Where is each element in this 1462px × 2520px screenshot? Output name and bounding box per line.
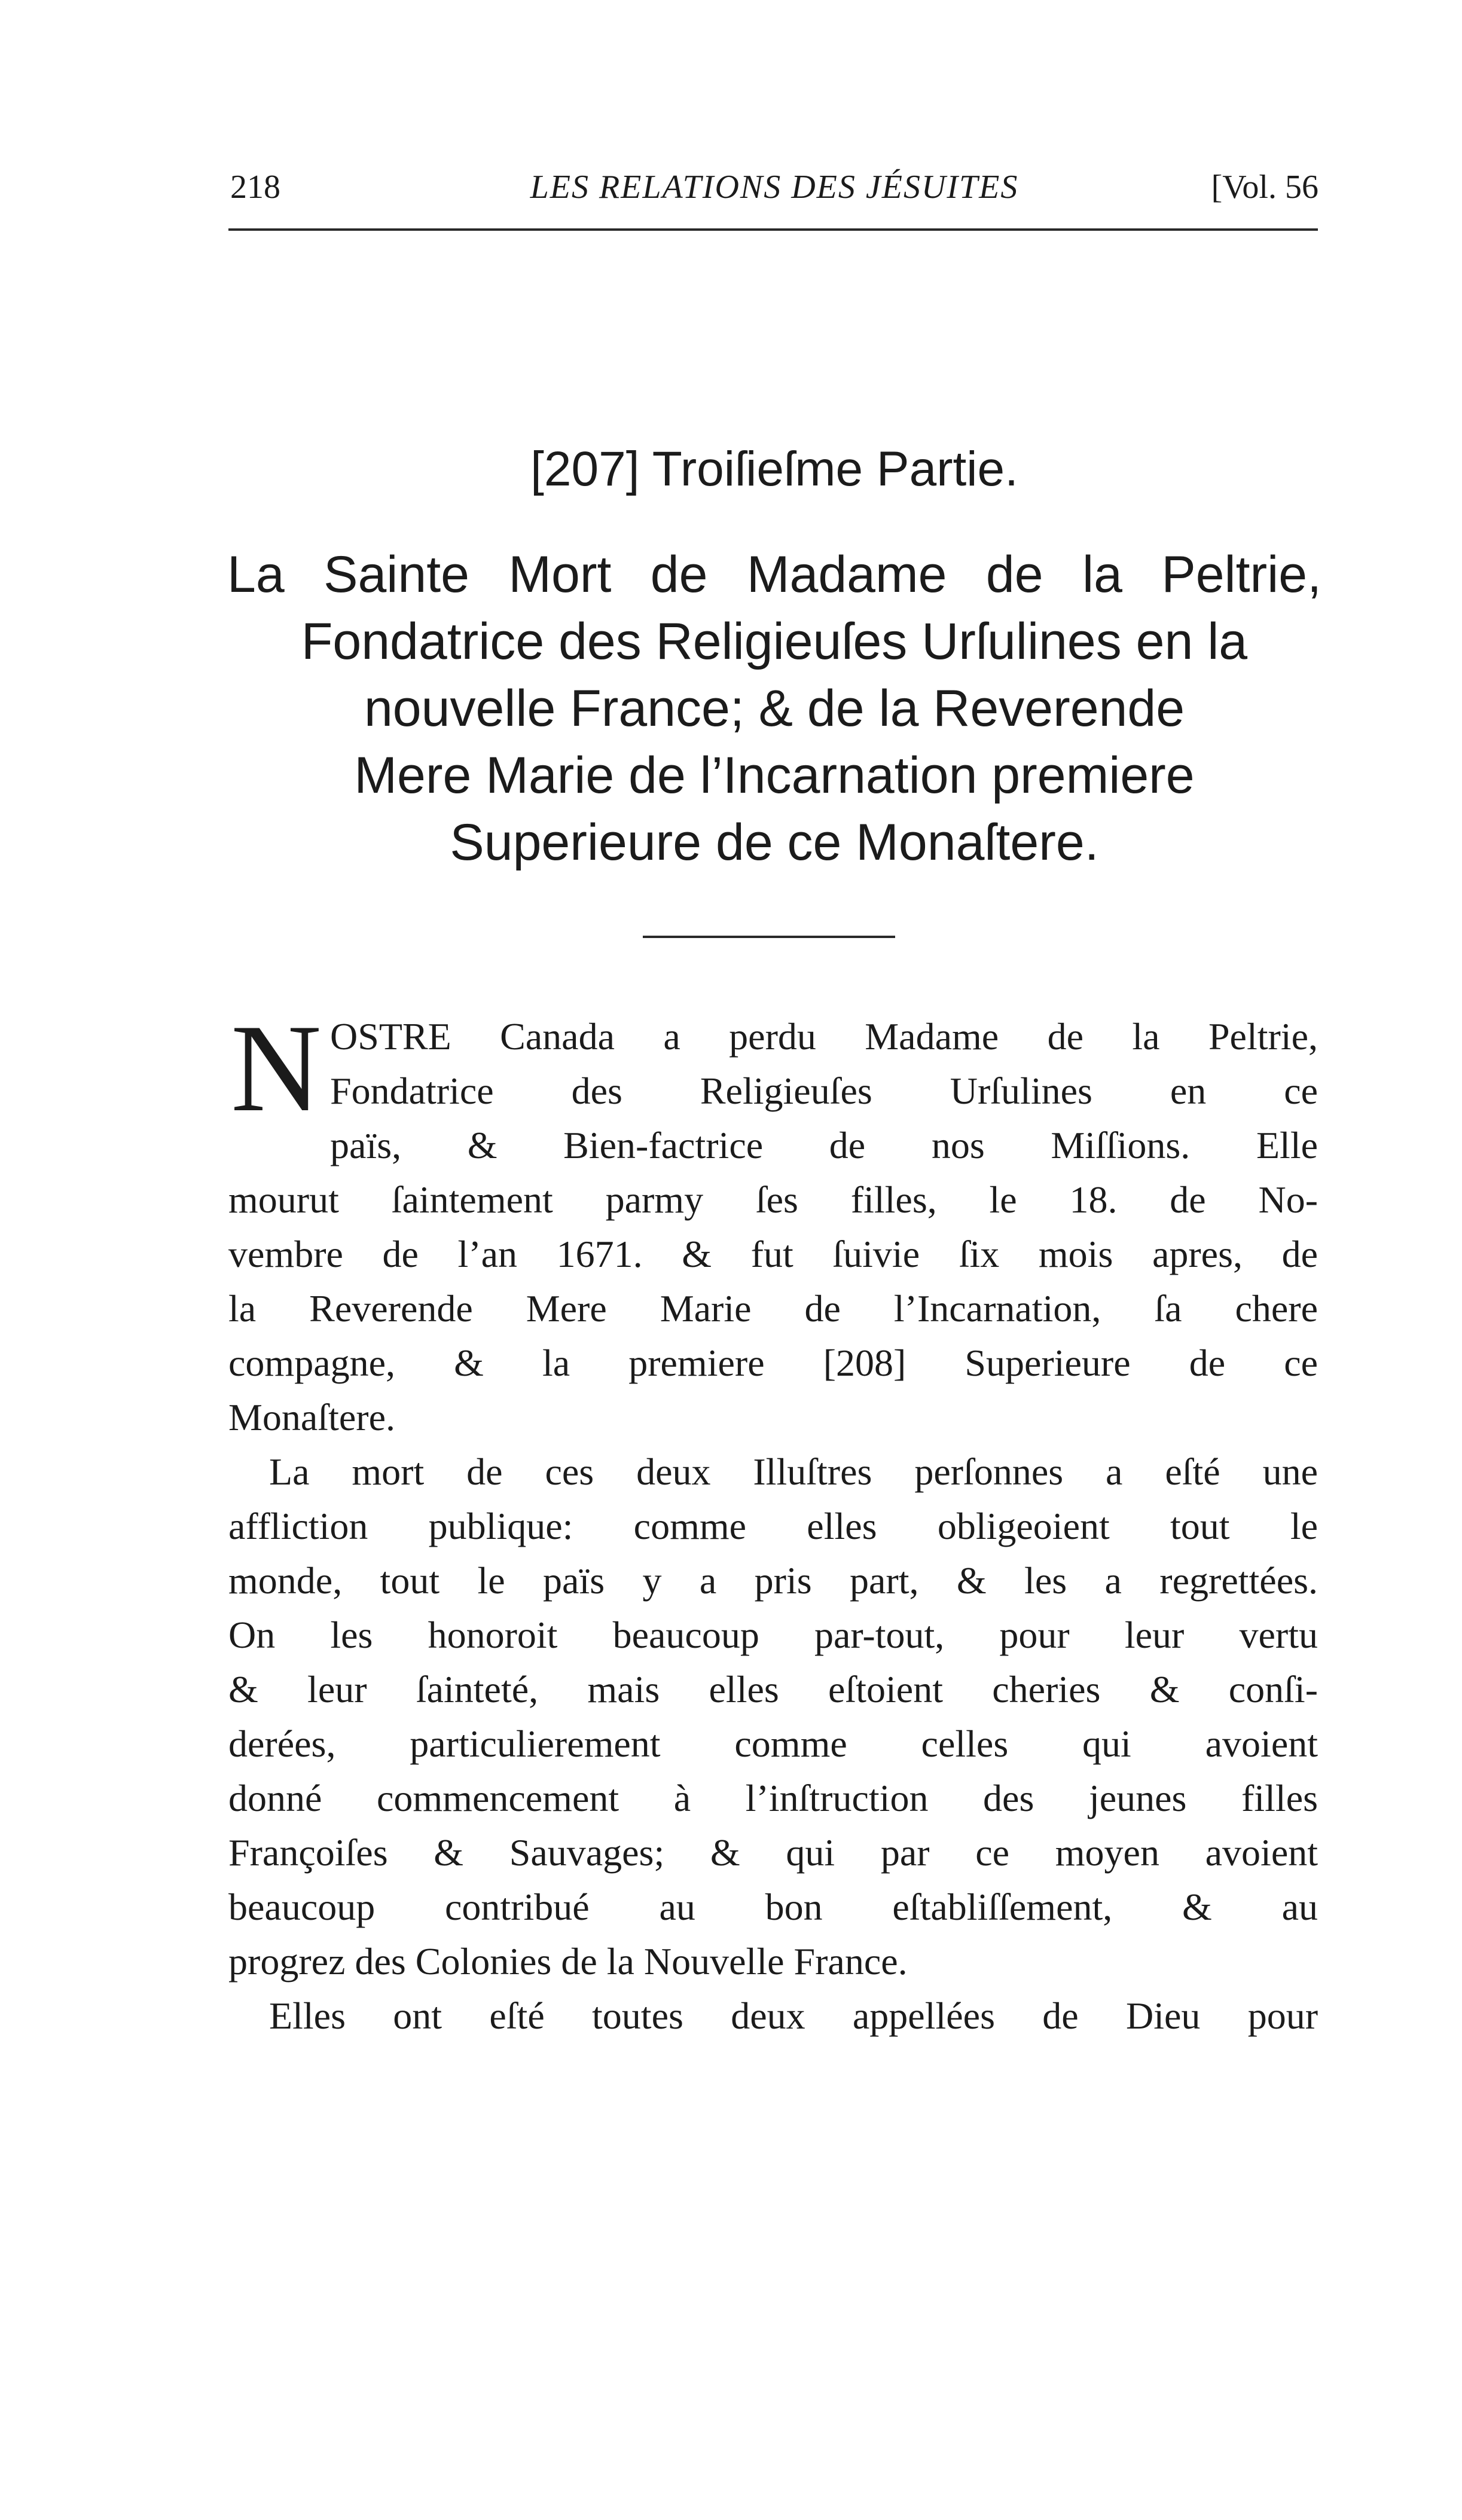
text-line: la Reverende Mere Marie de l’Incarnation, ſa chere [228, 1287, 1318, 1330]
drop-cap: N [231, 999, 322, 1138]
text-line: monde, tout le païs y a pris part, & les a regrettées. [228, 1559, 1318, 1602]
text-line: beaucoup contribué au bon eſtabliſſement, & au [228, 1886, 1318, 1928]
text-line-rest: Canada a perdu Madame de la Peltrie, [451, 1015, 1318, 1058]
title-line: Fondatrice des Religieuſes Urſulines en la [301, 613, 1248, 670]
title-line: La Sainte Mort de Madame de la Peltrie, [227, 546, 1321, 603]
running-title: LES RELATIONS DES JÉSUITES [530, 169, 1019, 206]
section-divider [643, 936, 895, 938]
body-text [228, 999, 1318, 2043]
text-line: Fondatrice des Religieuſes Urſulines en ce [330, 1070, 1318, 1112]
text-line: Elles ont eſté toutes deux appellées de Dieu pour [269, 1994, 1318, 2037]
text-line: La mort de ces deux Illuſtres perſonnes a eſté une [269, 1450, 1318, 1493]
text-line: & leur ſainteté, mais elles eſtoient cheries & conſi- [228, 1668, 1318, 1710]
text-line: mourut ſaintement parmy ſes filles, le 18. de No- [228, 1178, 1318, 1221]
title-line: Superieure de ce Monaſtere. [450, 814, 1099, 871]
page-number: 218 [230, 169, 280, 206]
text-line: compagne, & la premiere [208] Superieure de ce [228, 1342, 1318, 1384]
part-heading: [207] Troiſieſme Partie. [530, 442, 1018, 496]
text-line: Monaſtere. [228, 1396, 395, 1438]
first-word: OSTRE [330, 1015, 451, 1058]
volume-label: [Vol. 56 [1211, 169, 1318, 206]
text-line: affliction publique: comme elles obligeoient tout le [228, 1505, 1318, 1547]
text-line [228, 1009, 1318, 1064]
header-rule [228, 228, 1318, 231]
title-line: nouvelle France; & de la Reverende [364, 680, 1185, 737]
text-line: derées, particulierement comme celles qui avoient [228, 1722, 1318, 1765]
text-line: païs, & Bien-factrice de nos Miſſions. Elle [330, 1124, 1318, 1166]
text-line: donné commencement à l’inſtruction des jeunes filles [228, 1777, 1318, 1819]
text-line: On les honoroit beaucoup par-tout, pour leur vertu [228, 1614, 1318, 1656]
text-line: vembre de l’an 1671. & fut ſuivie ſix mois apres, de [228, 1233, 1318, 1275]
chapter-title [227, 541, 1321, 876]
text-line: Françoiſes & Sauvages; & qui par ce moyen avoient [228, 1831, 1318, 1874]
title-line: Mere Marie de l’Incarnation premiere [354, 747, 1195, 804]
running-header [230, 166, 1318, 208]
text-line: progrez des Colonies de la Nouvelle France. [228, 1940, 908, 1983]
